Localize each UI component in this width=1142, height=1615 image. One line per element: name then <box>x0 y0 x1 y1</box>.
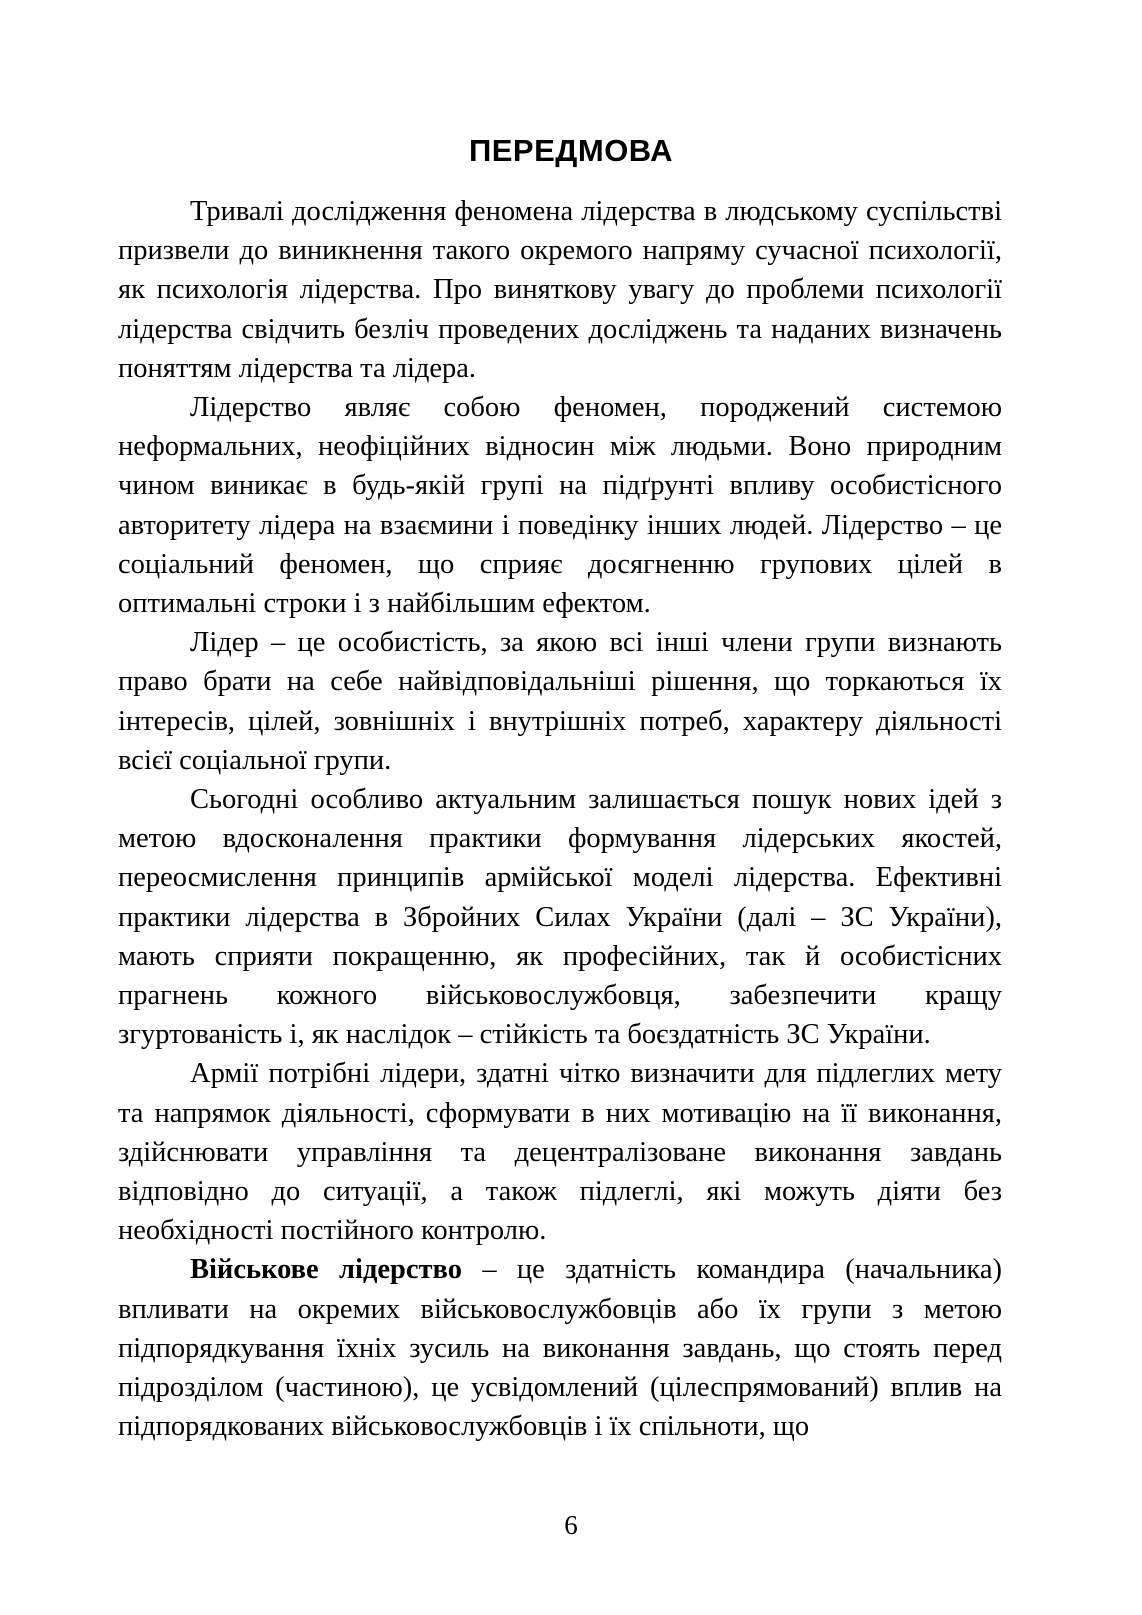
page-number: 6 <box>564 1510 578 1540</box>
paragraph-1: Тривалі дослідження феномена лідерства в людському суспільстві призвели до виникнення такого окремого напряму сучасної психології, як психологія лідерства. Про виняткову увагу до проблеми психології лідерства свідчить безліч проведених досліджень та наданих визначень поняттям лідерства та лідера. <box>118 196 1002 384</box>
paragraph-6-text: – це здатність командира (начальника) впливати на окремих військовослужбовців або їх групи з метою підпорядкування їхніх зусиль на виконання завдань, що стоять перед підрозділом (частиною), це усвідомлений (цілеспрямований) вплив на підпорядкованих військовослужбовців і їх спільноти, що <box>118 1254 1002 1443</box>
paragraph-3: Лідер – це особистість, за якою всі інші члени групи визнають право брати на себе найвідповідальніші рішення, що торкаються їх інтересів, цілей, зовнішніх і внутрішніх потреб, характеру діяльності всієї соціальної групи. <box>118 627 1002 776</box>
body-text-block <box>118 192 1002 1447</box>
page-title: ПЕРЕДМОВА <box>468 132 674 168</box>
paragraph-6 <box>118 1250 1002 1446</box>
paragraph-2: Лідерство являє собою феномен, породжений системою неформальних, неофіційних відносин між людьми. Воно природним чином виникає в будь-якій групі на підґрунті впливу особистісного авторитету лідера на взаємини і поведінку інших людей. Лідерство – це соціальний феномен, що сприяє досягненню групових цілей в оптимальні строки і з найбільшим ефектом. <box>118 392 1002 620</box>
term-military-leadership: Військове лідерство <box>190 1254 462 1286</box>
paragraph-4: Сьогодні особливо актуальним залишається пошук нових ідей з метою вдосконалення практики формування лідерських якостей, переосмислення принципів армійської моделі лідерства. Ефективні практики лідерства в Збройних Силах України (далі – ЗС України), мають сприяти покращенню, як професійних, так й особистісних прагнень кожного військовослужбовця, забезпечити кращу згуртованість і, як наслідок – стійкість та боєздатність ЗС України. <box>118 784 1002 1051</box>
paragraph-5: Армії потрібні лідери, здатні чітко визначити для підлеглих мету та напрямок діяльності, сформувати в них мотивацію на її виконання, здійснювати управління та децентралізоване виконання завдань відповідно до ситуації, а також підлеглі, які можуть діяти без необхідності постійного контролю. <box>118 1058 1002 1247</box>
